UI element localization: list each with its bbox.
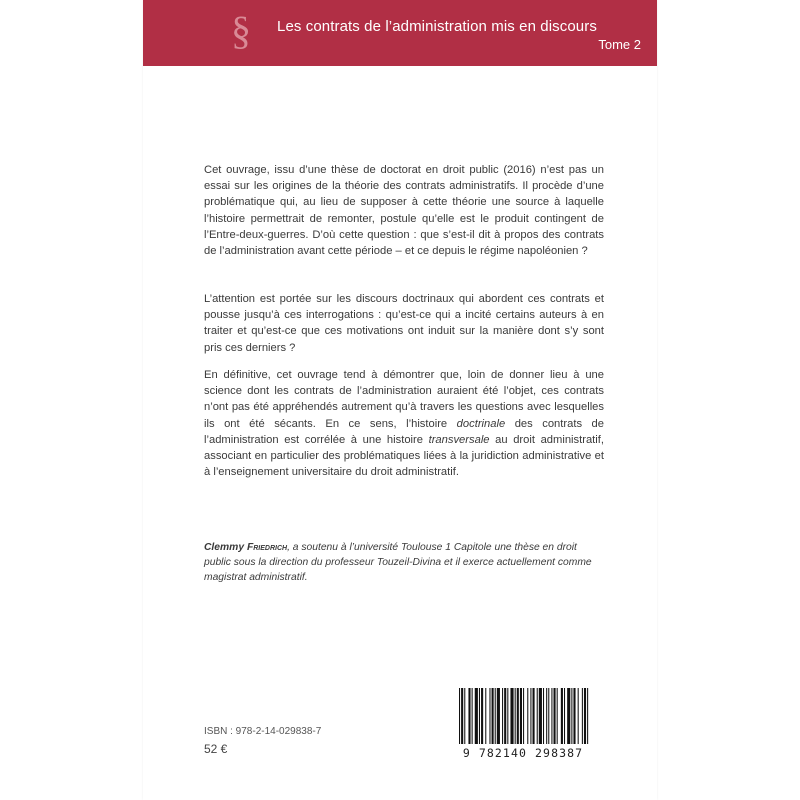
- barcode-bar: [571, 688, 572, 744]
- barcode-bar: [567, 688, 570, 744]
- author-bio-text: , a soutenu à l’université Toulouse 1 Capitole une thèse en droit public sous la direction du professeur Touzeil-Divina et il exerce actuellement comme magistrat administratif.: [204, 542, 592, 583]
- barcode-bar: [543, 688, 544, 744]
- barcode-bar: [523, 688, 524, 744]
- paragraph-3-text-3: au droit administratif, associant en particulier des problématiques liées à la juridiction administrative et à l’enseignement universitaire du droit administratif.: [204, 433, 604, 479]
- book-title: Les contrats de l’administration mis en discours: [277, 18, 597, 35]
- barcode-bar: [464, 688, 465, 744]
- barcode-bar: [557, 688, 558, 744]
- barcode-bar: [479, 688, 480, 744]
- barcode-bar: [489, 688, 490, 744]
- barcode-bar: [502, 688, 503, 744]
- barcode-bar: [554, 688, 556, 744]
- barcode-bar: [472, 688, 473, 744]
- barcode-bar: [548, 688, 549, 744]
- summary-paragraph-1: Cet ouvrage, issu d’une thèse de doctorat en droit public (2016) n’est pas un essai sur les origines de la théorie des contrats administratifs. Il procède d’une problématique qui, au lieu de supposer à cette théorie une source à laquelle l’histoire permettrait de remonter, postule qu’elle est le produit contingent de l’Entre-deux-guerres. D’où cette question : que s’est-il dit à propos des contrats de l’administration avant cette période – et ce depuis le régime napoléonien ?: [204, 164, 604, 258]
- emphasis-transversale: transversale: [428, 433, 490, 446]
- barcode-bar: [507, 688, 508, 744]
- emphasis-doctrinale: doctrinale: [456, 417, 506, 430]
- barcode: [447, 686, 599, 762]
- paragraph-3-text-2: des contrats de l’administration est corrélée à une histoire: [204, 417, 604, 446]
- barcode-bar: [515, 688, 516, 744]
- barcode-bar: [475, 688, 478, 744]
- barcode-bar: [587, 688, 588, 744]
- author-bio: [204, 540, 599, 585]
- barcode-bar: [461, 688, 463, 744]
- barcode-bar: [584, 688, 586, 744]
- barcode-bar: [517, 688, 519, 744]
- book-volume: Tome 2: [598, 37, 641, 52]
- barcode-bar: [510, 688, 513, 744]
- author-last-name: Friedrich: [246, 542, 288, 553]
- barcode-bar: [530, 688, 531, 744]
- barcode-bar: [495, 688, 496, 744]
- barcode-bar: [485, 688, 486, 744]
- header-band: [143, 0, 657, 66]
- barcode-bar: [527, 688, 528, 744]
- barcode-bar: [468, 688, 470, 744]
- summary-paragraph-2: L’attention est portée sur les discours doctrinaux qui abordent ces contrats et pousse jusqu’à ces interrogations : qu’est-ce qui a incité certains auteurs à en traiter et qu’est-ce que ces motivations ont induit sur la manière dont s’y sont pris ces derniers ?: [204, 293, 604, 354]
- barcode-bar: [520, 688, 522, 744]
- barcode-bar: [492, 688, 494, 744]
- author-first-name: Clemmy: [204, 542, 245, 553]
- isbn-label: ISBN : 978-2-14-029838-7: [204, 726, 322, 737]
- barcode-bar: [533, 688, 535, 744]
- barcode-bar: [551, 688, 552, 744]
- barcode-bar: [497, 688, 500, 744]
- barcode-digits: 9 782140 298387: [462, 746, 584, 760]
- barcode-bar: [459, 688, 460, 744]
- barcode-bar: [561, 688, 563, 744]
- barcode-bar: [481, 688, 483, 744]
- barcode-bar: [546, 688, 547, 744]
- barcode-bar: [564, 688, 565, 744]
- price-label: 52 €: [204, 742, 228, 756]
- barcode-bar: [504, 688, 506, 744]
- barcode-bars: [447, 686, 599, 748]
- barcode-bar: [539, 688, 542, 744]
- barcode-bar: [582, 688, 583, 744]
- barcode-bar: [537, 688, 538, 744]
- paragraph-3-text-1: En définitive, cet ouvrage tend à démontrer que, loin de donner lieu à une science dont les contrats de l’administration auraient été l’objet, ces contrats n’ont pas été appréhendés autrement qu’à travers les questions avec lesquelles ils ont été sécants. En ce sens, l’histoire: [204, 369, 604, 430]
- summary-paragraph-3: [204, 367, 604, 480]
- section-sign-logo: §: [231, 8, 251, 53]
- barcode-bar: [573, 688, 575, 744]
- book-back-cover: [143, 0, 657, 800]
- barcode-bar: [578, 688, 579, 744]
